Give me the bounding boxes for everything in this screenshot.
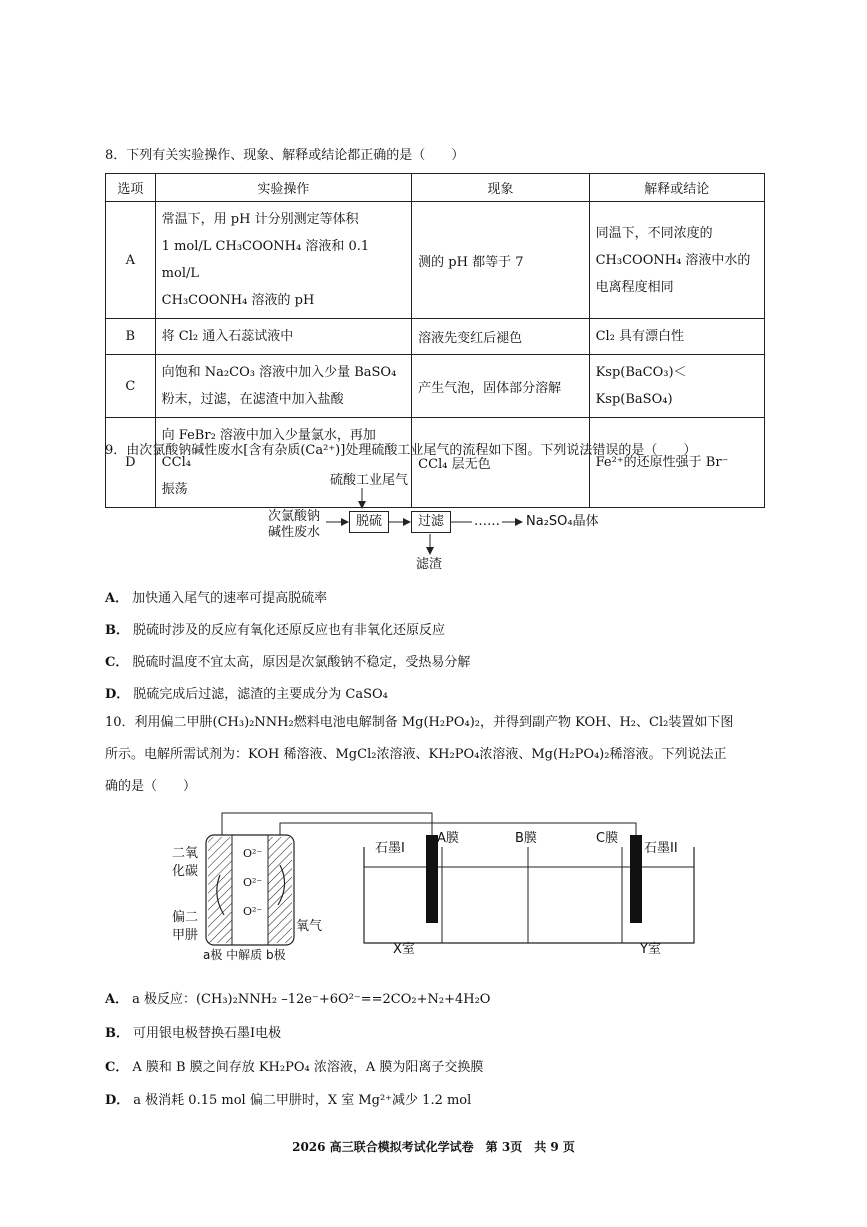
ion-label: O²⁻	[243, 905, 263, 918]
table-row	[106, 319, 765, 355]
header-conclusion: 解释或结论	[589, 174, 764, 202]
row-conclusion	[589, 355, 764, 418]
label-fuel-2: 甲肼	[172, 928, 199, 943]
q10-choice-c: C． A 膜和 B 膜之间存放 KH₂PO₄ 浓溶液，A 膜为阳离子交换膜	[105, 1060, 484, 1075]
q10-choice-b: B． 可用银电极替换石墨I电极	[105, 1026, 282, 1041]
flow-step-filter: 过滤	[411, 511, 451, 533]
flow-left-input-1: 次氯酸钠	[268, 509, 321, 524]
row-conclusion	[589, 202, 764, 319]
label-room-y: Y室	[640, 942, 661, 957]
label-co2-1: 二氧	[172, 846, 199, 861]
operation-line: 向饱和 Na₂CO₃ 溶液中加入少量 BaSO₄	[161, 365, 397, 380]
operation-line: 粉末，过滤，在滤渣中加入盐酸	[161, 392, 344, 407]
q9-stem: 9．由次氯酸钠碱性废水[含有杂质(Ca²⁺)]处理硫酸工业尾气的流程如下图。下列说法错误的是（ ）	[105, 443, 697, 458]
q10-stem-line2: 所示。电解所需试剂为：KOH 稀溶液、MgCl₂浓溶液、KH₂PO₄浓溶液、Mg(H₂PO₄)₂稀溶液。下列说法正	[105, 747, 727, 762]
conclusion-line: 电离程度相同	[595, 279, 674, 295]
operation-line: 将 Cl₂ 通入石蕊试液中	[161, 329, 294, 344]
table-header-row	[106, 174, 765, 202]
header-option: 选项	[106, 174, 156, 202]
row-option: D	[106, 418, 156, 508]
ion-label: O²⁻	[243, 876, 263, 889]
label-membrane-a: A膜	[437, 831, 459, 846]
flow-dots: ……	[474, 514, 500, 529]
conclusion-line: CH₃COONH₄ 溶液中水的	[595, 252, 751, 268]
conclusion-line: Fe²⁺的还原性强于 Br⁻	[595, 455, 729, 470]
table-row	[106, 355, 765, 418]
operation-line: 向 FeBr₂ 溶液中加入少量氯水，再加 CCl₄	[161, 428, 376, 470]
label-membrane-c: C膜	[596, 831, 619, 846]
header-operation: 实验操作	[155, 174, 412, 202]
table-row	[106, 202, 765, 319]
flow-gas-input: 硫酸工业尾气	[330, 473, 409, 488]
label-graphite-2: 石墨II	[644, 841, 678, 856]
row-phenomenon: 产生气泡，固体部分溶解	[412, 355, 589, 418]
row-option: B	[106, 319, 156, 355]
label-graphite-1: 石墨I	[375, 841, 405, 856]
operation-line: 振荡	[161, 482, 188, 497]
q9-choice-c: C． 脱硫时温度不宜太高，原因是次氯酸钠不稳定，受热易分解	[105, 655, 471, 670]
flow-step-desulfurize: 脱硫	[349, 511, 389, 533]
row-option: C	[106, 355, 156, 418]
label-oxygen: 氧气	[296, 919, 323, 934]
row-phenomenon: 测的 pH 都等于 7	[412, 202, 589, 319]
header-phenomenon: 现象	[412, 174, 589, 202]
row-phenomenon: 溶液先变红后褪色	[412, 319, 589, 355]
apparatus-drawing	[160, 805, 700, 970]
label-co2-2: 化碳	[172, 864, 199, 879]
label-membrane-b: B膜	[515, 831, 537, 846]
electrode-labels: a极 中解质 b极	[203, 948, 286, 962]
q10-choice-d: D． a 极消耗 0.15 mol 偏二甲肼时，X 室 Mg²⁺减少 1.2 mol	[105, 1093, 472, 1108]
q8-stem: 8．下列有关实验操作、现象、解释或结论都正确的是（ ）	[105, 148, 465, 163]
label-fuel-1: 偏二	[172, 910, 199, 925]
row-phenomenon: CCl₄ 层无色	[412, 418, 589, 508]
q9-choice-a: A． 加快通入尾气的速率可提高脱硫率	[105, 591, 328, 606]
operation-line: CH₃COONH₄ 溶液的 pH	[161, 293, 315, 308]
label-room-x: X室	[393, 942, 415, 957]
row-operation	[155, 355, 412, 418]
q10-stem-line1: 10．利用偏二甲肼(CH₃)₂NNH₂燃料电池电解制备 Mg(H₂PO₄)₂，并得到副产物 KOH、H₂、Cl₂装置如下图	[105, 715, 734, 730]
conclusion-line: Cl₂ 具有漂白性	[595, 329, 685, 344]
conclusion-line: 同温下，不同浓度的	[595, 225, 713, 241]
flow-product: Na₂SO₄晶体	[526, 514, 599, 529]
conclusion-line: Ksp(BaCO₃)＜Ksp(BaSO₄)	[595, 365, 687, 407]
row-operation	[155, 319, 412, 355]
row-option: A	[106, 202, 156, 319]
operation-line: 常温下，用 pH 计分别测定等体积	[161, 212, 359, 227]
q9-choice-d: D． 脱硫完成后过滤，滤渣的主要成分为 CaSO₄	[105, 687, 388, 702]
row-conclusion	[589, 319, 764, 355]
q9-choice-b: B． 脱硫时涉及的反应有氧化还原反应也有非氧化还原反应	[105, 623, 446, 638]
q10-choice-a: A． a 极反应：(CH₃)₂NNH₂ –12e⁻+6O²⁻==2CO₂+N₂+4H₂O	[105, 992, 491, 1007]
row-operation	[155, 202, 412, 319]
flow-left-input-2: 碱性废水	[268, 525, 321, 540]
operation-line: 1 mol/L CH₃COONH₄ 溶液和 0.1 mol/L	[161, 239, 370, 281]
q10-stem-line3: 确的是（ ）	[105, 779, 197, 794]
flow-residue: 滤渣	[416, 557, 443, 572]
ion-label: O²⁻	[243, 847, 263, 860]
page-footer: 2026 高三联合模拟考试化学试卷 第 3页 共 9 页	[292, 1140, 575, 1154]
